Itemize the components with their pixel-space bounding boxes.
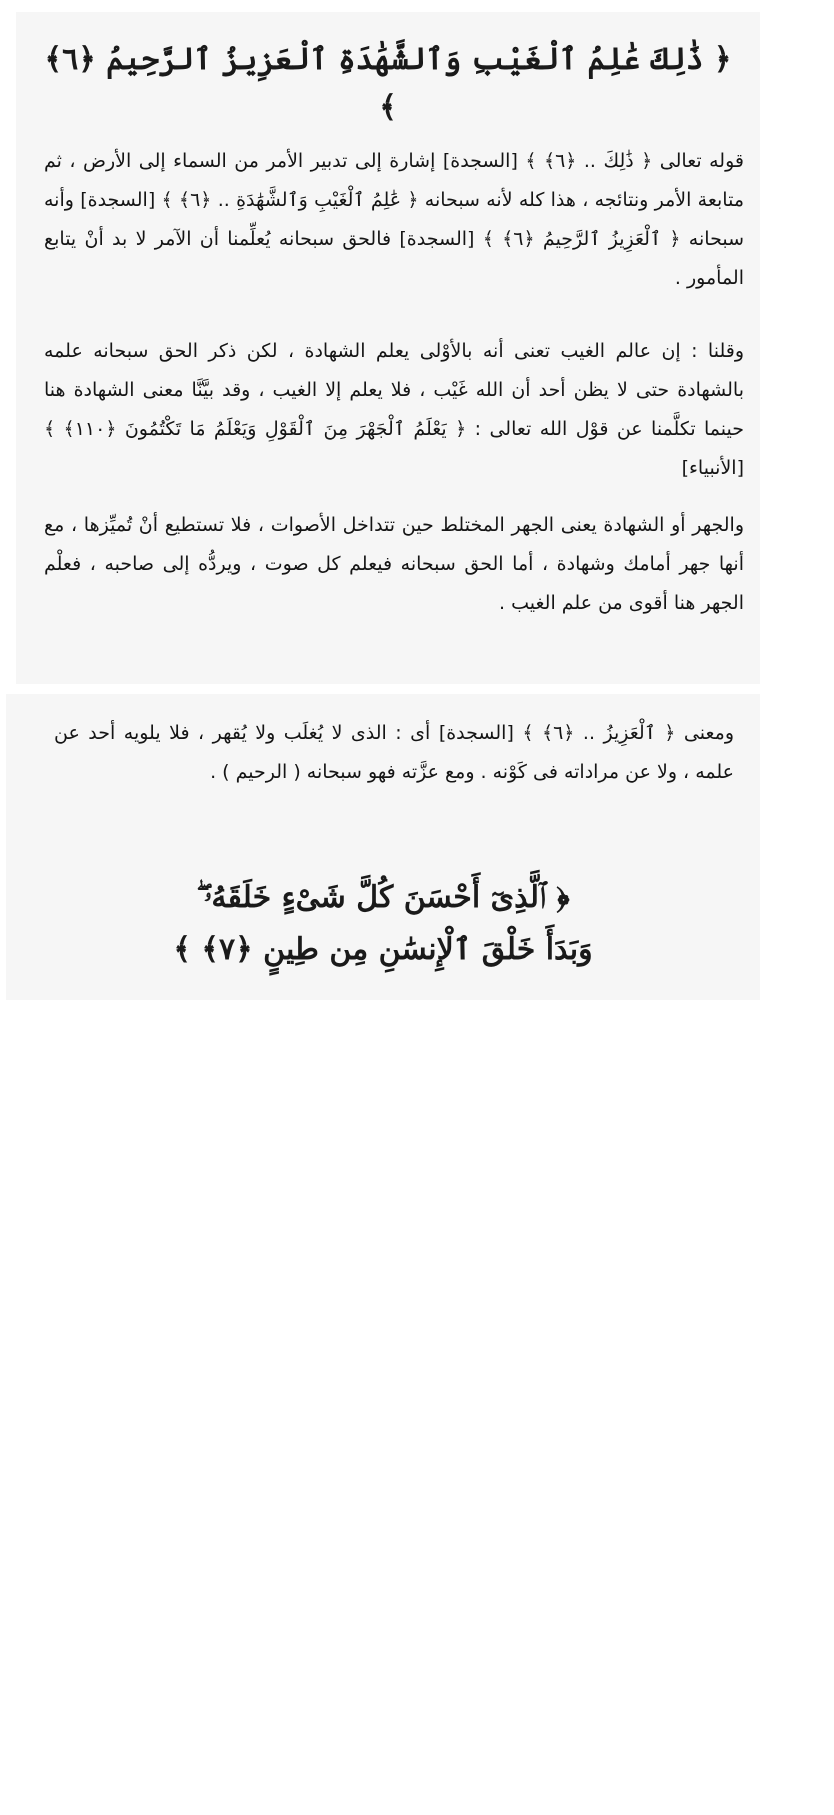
- page-block-bottom: [6, 694, 760, 1000]
- commentary-paragraph: قوله تعالى ﴿ ذَٰلِكَ .. ﴿٦﴾ ﴾ [السجدة] إشارة إلى تدبير الأمر من السماء إلى الأرض ، ثم متابعة الأمر ونتائجه ، هذا كله لأنه سبحانه ﴿ عَٰلِمُ ٱلْغَيْبِ وَٱلشَّهَٰدَةِ .. ﴿٦﴾ ﴾ [السجدة] وأنه سبحانه ﴿ ٱلْعَزِيزُ ٱلرَّحِيمُ ﴿٦﴾ ﴾ [السجدة] فالحق سبحانه يُعلِّمنا أن الآمر لا بد أنْ يتابع المأمور .: [44, 150, 744, 289]
- verse-heading: ﴿ ذَٰلِكَ عَٰلِمُ ٱلْغَيْبِ وَٱلشَّهَٰدَةِ ٱلْعَزِيزُ ٱلرَّحِيمُ ﴿٦﴾ ﴾: [44, 42, 732, 125]
- commentary-paragraph: والجهر أو الشهادة يعنى الجهر المختلط حين تتداخل الأصوات ، فلا تستطيع أنْ تُميِّزها ، مع أنها جهر أمامك وشهادة ، أما الحق سبحانه فيعلم كل صوت ، ويردُّه إلى صاحبه ، فعلْم الجهر هنا أقوى من علم الغيب .: [44, 514, 744, 614]
- verse-line: ﴿ ٱلَّذِىٓ أَحْسَنَ كُلَّ شَىْءٍ خَلَقَهُۥ ۖ: [196, 880, 570, 915]
- commentary-paragraph: ومعنى ﴿ ٱلْعَزِيزُ .. ﴿٦﴾ ﴾ [السجدة] أى : الذى لا يُغلَب ولا يُقهر ، فلا يلويه أحد عن علمه ، ولا عن مراداته فى كَوْنه . ومع عزَّته فهو سبحانه ( الرحيم ) .: [54, 722, 734, 783]
- commentary-paragraph: وقلنا : إن عالم الغيب تعنى أنه بالأوْلى يعلم الشهادة ، لكن ذكر الحق سبحانه علمه بالشهادة حتى لا يظن أحد أن الله غَيْب ، فلا يعلم إلا الغيب ، وقد بيَّنَّا معنى الشهادة هنا حينما تكلَّمنا عن قوْل الله تعالى : ﴿ يَعْلَمُ ٱلْجَهْرَ مِنَ ٱلْقَوْلِ وَيَعْلَمُ مَا تَكْتُمُونَ ﴿١١٠﴾ ﴾ [الأنبياء]: [44, 340, 744, 479]
- verse-line: وَبَدَأَ خَلْقَ ٱلْإِنسَٰنِ مِن طِينٍ ﴿٧﴾ ﴾: [173, 932, 593, 967]
- page-block-top: [16, 12, 760, 684]
- verse-quote: [66, 872, 700, 976]
